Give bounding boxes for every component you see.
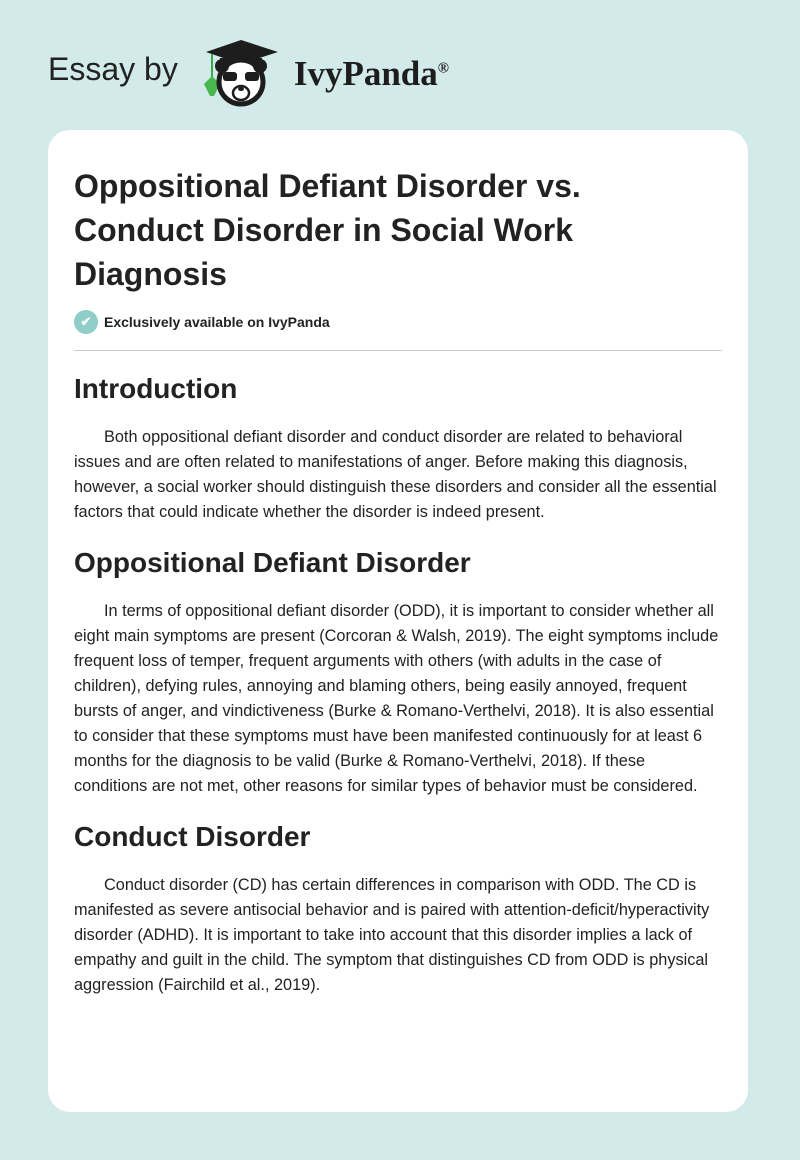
panda-logo-icon [196, 38, 286, 108]
essay-by-label: Essay by [48, 50, 178, 87]
divider [74, 350, 722, 351]
section-heading: Conduct Disorder [74, 821, 311, 852]
essay-title: Oppositional Defiant Disorder vs. Conduct Disorder in Social Work Diagnosis [74, 168, 581, 292]
brand-header [48, 38, 449, 108]
section-paragraph: Conduct disorder (CD) has certain differences in comparison with ODD. The CD is manifested as severe antisocial behavior and is paired with attention-deficit/hyperactivity disorder (ADHD). It is important to take into account that this disorder implies a lack of empathy and guilt in the child. The symptom that distinguishes CD from ODD is physical aggression (Fairchild et al., 2019). [74, 876, 710, 994]
essay-card [48, 130, 748, 1112]
exclusive-badge [74, 310, 722, 334]
section-heading: Oppositional Defiant Disorder [74, 547, 471, 578]
exclusive-label: Exclusively available on IvyPanda [104, 314, 330, 330]
brand-name: IvyPanda® [293, 54, 449, 93]
section-paragraph: Both oppositional defiant disorder and conduct disorder are related to behavioral issues and are often related to manifestations of anger. Before making this diagnosis, however, a social worker should distinguish these disorders and consider all the essential factors that could indicate whether the disorder is indeed present. [74, 428, 717, 521]
section-paragraph: In terms of oppositional defiant disorder (ODD), it is important to consider whether all eight main symptoms are present (Corcoran & Walsh, 2019). The eight symptoms include frequent loss of temper, frequent arguments with others (with adults in the case of children), defying rules, annoying and blaming others, being easily annoyed, frequent bursts of anger, and vindictiveness (Burke & Romano-Verthelvi, 2018). It is also essential to consider that these symptoms must have been manifested continuously for at least 6 months for the diagnosis to be valid (Burke & Romano-Verthelvi, 2018). If these conditions are not met, other reasons for similar types of behavior must be considered. [74, 602, 719, 795]
section-heading: Introduction [74, 373, 238, 404]
check-icon: ✔ [74, 310, 98, 334]
